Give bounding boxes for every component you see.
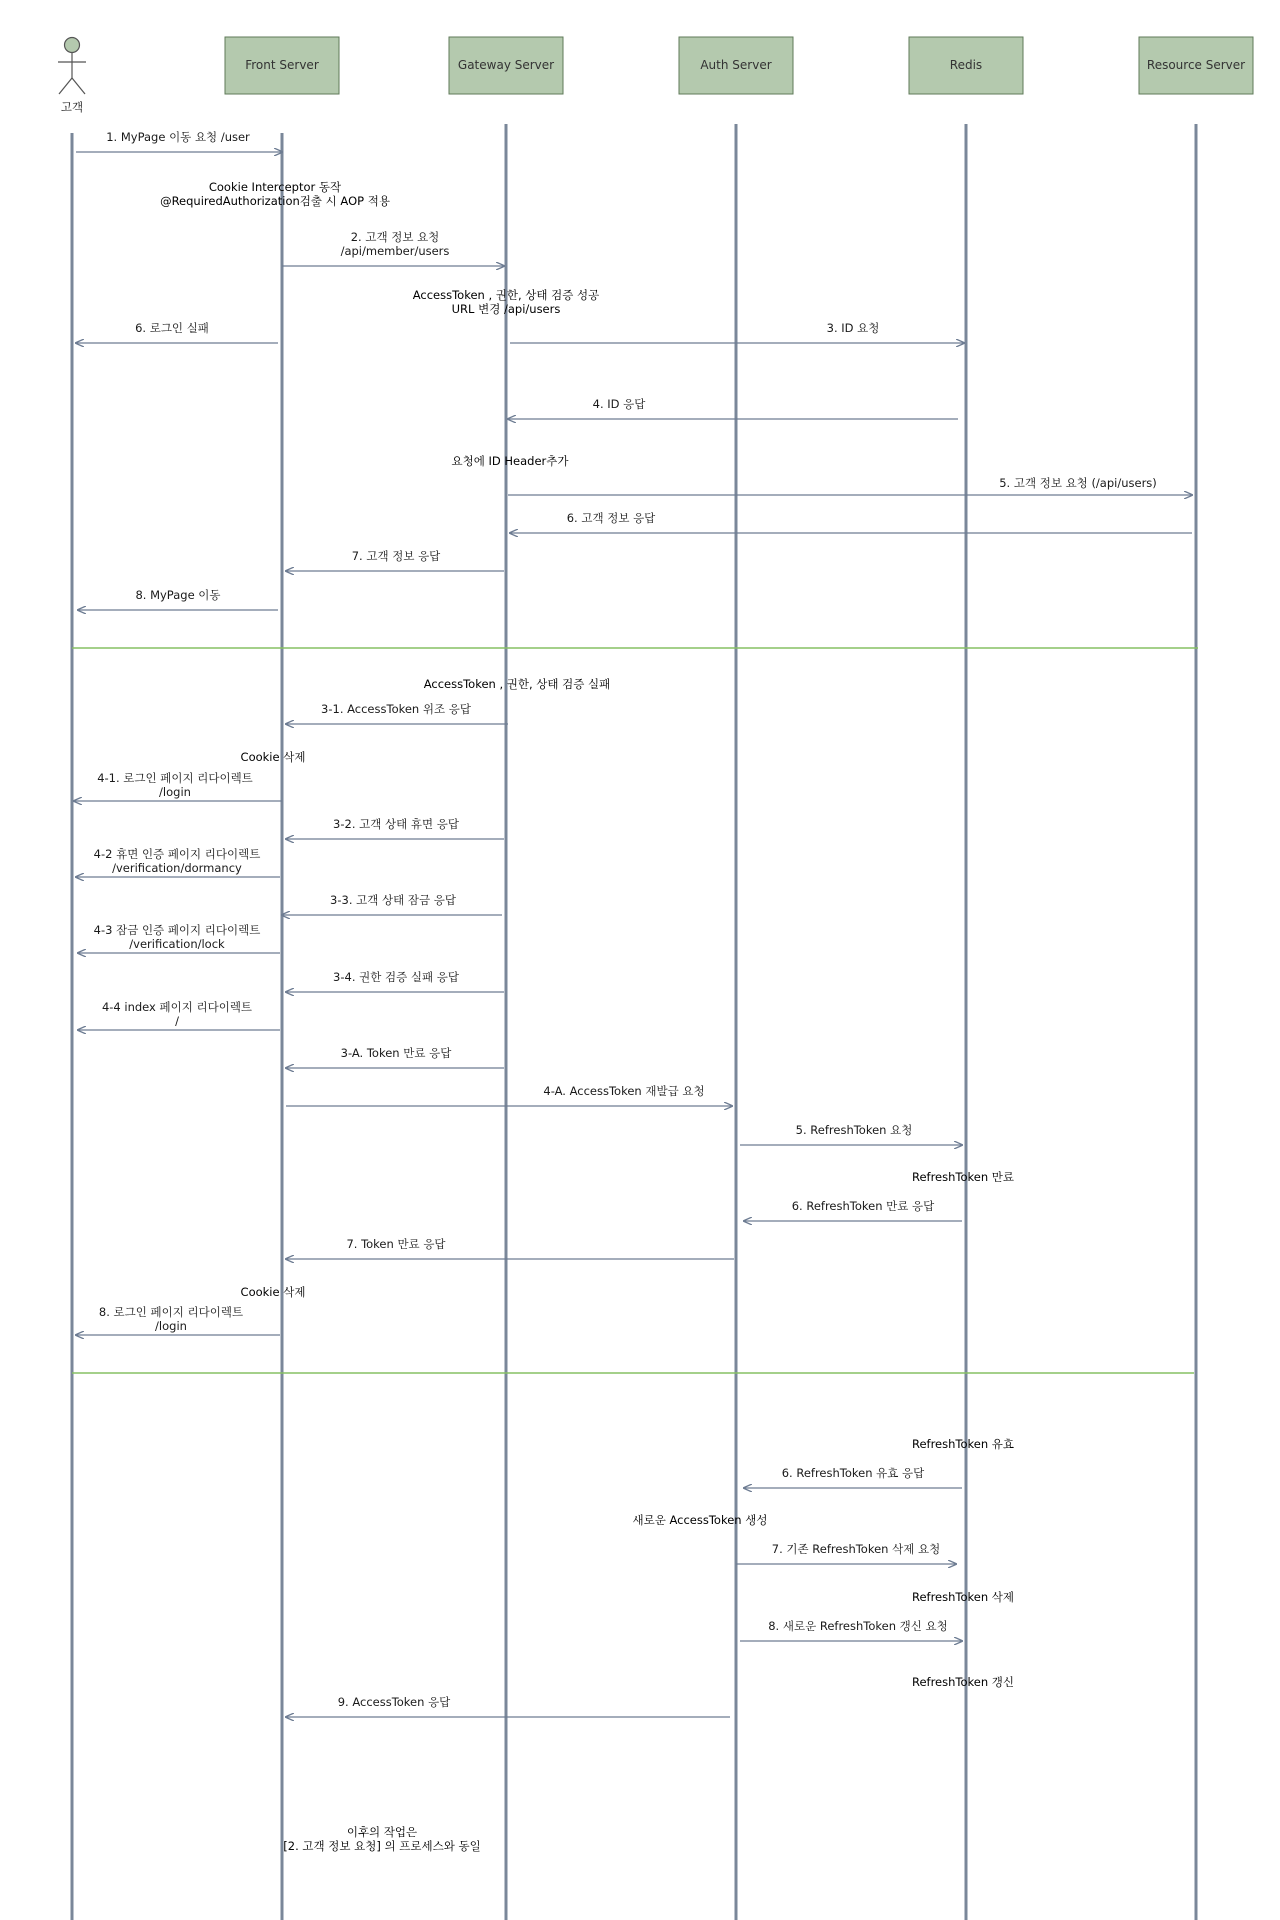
message-17 <box>78 1000 280 1030</box>
message-label: 5. RefreshToken 요청 <box>795 1123 913 1137</box>
message-16 <box>286 970 504 992</box>
message-5 <box>508 397 958 419</box>
note-12: 이후의 작업은 [2. 고객 정보 요청] 의 프로세스와 동일 <box>283 1825 481 1853</box>
message-20 <box>740 1123 962 1145</box>
message-label: 3-A. Token 만료 응답 <box>340 1046 452 1060</box>
message-label: 8. 새로운 RefreshToken 갱신 요청 <box>768 1619 948 1633</box>
message-24 <box>744 1466 962 1488</box>
participant-gateway <box>449 37 563 94</box>
message-21 <box>744 1199 962 1221</box>
note-3: 요청에 ID Header추가 <box>451 454 569 468</box>
message-label: 3. ID 요청 <box>826 321 880 335</box>
message-1 <box>76 130 282 152</box>
participant-name: Resource Server <box>1146 58 1246 72</box>
participant-name: Gateway Server <box>457 58 555 72</box>
message-3 <box>76 321 278 343</box>
message-label: 3-3. 고객 상태 잠금 응답 <box>330 893 456 907</box>
message-2 <box>282 230 504 266</box>
message-label: 4-4 index 페이지 리다이렉트 / <box>101 1000 253 1028</box>
message-label: 7. 기존 RefreshToken 삭제 요청 <box>771 1542 941 1556</box>
message-label: 3-2. 고객 상태 휴면 응답 <box>333 817 459 831</box>
message-6 <box>508 476 1192 495</box>
message-label: 5. 고객 정보 요청 (/api/users) <box>999 476 1157 490</box>
message-25 <box>736 1542 956 1564</box>
note-6: RefreshToken 만료 <box>911 1170 1015 1184</box>
message-label: 4. ID 응답 <box>592 397 646 411</box>
message-27 <box>286 1695 730 1717</box>
message-14 <box>282 893 502 915</box>
participant-resource <box>1139 37 1253 94</box>
message-label: 4-A. AccessToken 재발급 요청 <box>543 1084 705 1098</box>
message-label: 7. 고객 정보 응답 <box>351 549 441 563</box>
note-8: RefreshToken 유효 <box>911 1437 1015 1451</box>
note-7: Cookie 삭제 <box>240 1285 306 1299</box>
message-label: 3-4. 권한 검증 실패 응답 <box>333 970 459 984</box>
message-label: 1. MyPage 이동 요청 /user <box>106 130 250 144</box>
participant-name: Redis <box>949 58 983 72</box>
message-10 <box>286 702 508 724</box>
message-18 <box>286 1046 504 1068</box>
message-15 <box>78 923 280 953</box>
message-label: 4-3 잠금 인증 페이지 리다이렉트 /verification/lock <box>93 923 261 951</box>
note-2: AccessToken , 권한, 상태 검증 성공 URL 변경 /api/users <box>412 288 600 316</box>
message-12 <box>286 817 504 839</box>
note-11: RefreshToken 갱신 <box>911 1675 1015 1689</box>
person-icon <box>58 38 86 95</box>
message-label: 4-2 휴면 인증 페이지 리다이렉트 /verification/dormancy <box>93 847 261 875</box>
message-19 <box>286 1084 732 1106</box>
message-label: 6. 로그인 실패 <box>135 321 209 335</box>
message-label: 9. AccessToken 응답 <box>337 1695 451 1709</box>
message-label: 6. 고객 정보 응답 <box>566 511 656 525</box>
actor-name: 고객 <box>60 100 84 114</box>
note-5: Cookie 삭제 <box>240 750 306 764</box>
message-9 <box>78 588 278 610</box>
message-26 <box>740 1619 962 1641</box>
message-label: 6. RefreshToken 만료 응답 <box>791 1199 935 1213</box>
note-10: RefreshToken 삭제 <box>911 1590 1015 1604</box>
message-label: 3-1. AccessToken 위조 응답 <box>321 702 471 716</box>
message-23 <box>76 1305 280 1335</box>
message-label: 7. Token 만료 응답 <box>346 1237 446 1251</box>
message-7 <box>510 511 1192 533</box>
participant-name: Auth Server <box>700 58 772 72</box>
message-label: 8. 로그인 페이지 리다이렉트 /login <box>98 1305 244 1333</box>
note-1: Cookie Interceptor 동작 @RequiredAuthorization검출 시 AOP 적용 <box>160 180 390 208</box>
message-22 <box>286 1237 734 1259</box>
note-4: AccessToken , 권한, 상태 검증 실패 <box>423 677 611 691</box>
participant-name: Front Server <box>245 58 319 72</box>
message-13 <box>76 847 280 877</box>
participant-auth <box>679 37 793 94</box>
note-9: 새로운 AccessToken 생성 <box>632 1513 768 1527</box>
message-8 <box>286 549 504 571</box>
message-label: 6. RefreshToken 유효 응답 <box>781 1466 925 1480</box>
message-11 <box>74 771 282 801</box>
participant-redis <box>909 37 1023 94</box>
message-label: 2. 고객 정보 요청 /api/member/users <box>340 230 450 258</box>
participant-front <box>225 37 339 94</box>
message-label: 8. MyPage 이동 <box>135 588 221 602</box>
message-label: 4-1. 로그인 페이지 리다이렉트 /login <box>97 771 253 799</box>
